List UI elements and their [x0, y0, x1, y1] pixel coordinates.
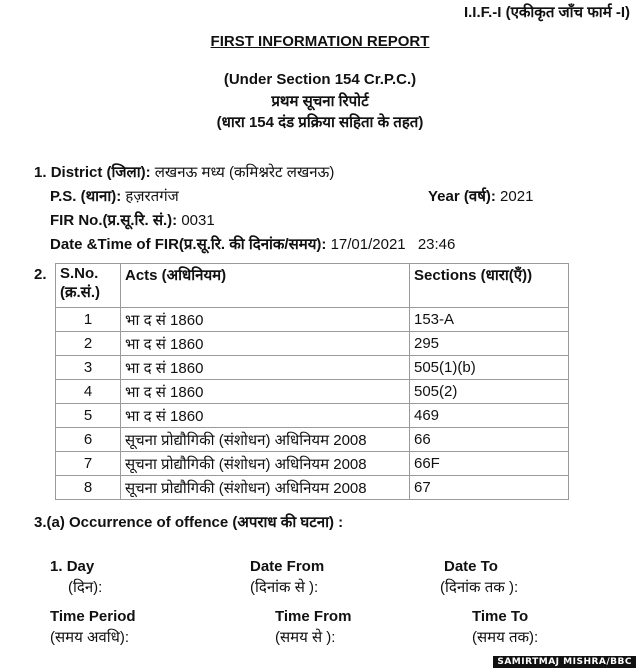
date-from-block [250, 558, 324, 597]
acts-table [55, 263, 569, 500]
row-act: भा द सं 1860 [121, 332, 410, 356]
day-number: 1. [50, 558, 63, 575]
table-row [56, 428, 569, 452]
row-section: 66F [410, 452, 569, 476]
row-sno: 4 [56, 380, 121, 404]
sno-header-en: S.No. [60, 265, 99, 282]
section3-title: Occurrence of offence [69, 514, 229, 531]
table-row [56, 452, 569, 476]
report-title [0, 33, 640, 50]
ps-row [50, 186, 179, 206]
sno-header [56, 264, 121, 308]
ps-label: P.S. (थाना): [50, 188, 122, 205]
row-section: 66 [410, 428, 569, 452]
fir-row [50, 210, 215, 230]
district-value: लखनऊ मध्य (कमिश्नरेट लखनऊ) [154, 164, 335, 181]
day-hi: (दिन): [68, 579, 103, 596]
section3-title-hi: (अपराध की घटना) : [232, 514, 344, 531]
row-act: भा द सं 1860 [121, 356, 410, 380]
row-sno: 5 [56, 404, 121, 428]
table-row [56, 308, 569, 332]
time-period-hi: (समय अवधि): [50, 629, 130, 646]
row-act: भा द सं 1860 [121, 404, 410, 428]
fir-value: 0031 [181, 212, 215, 229]
row-section: 505(1)(b) [410, 356, 569, 380]
row-act: भा द सं 1860 [121, 380, 410, 404]
date-to-block [440, 558, 518, 597]
row-act: सूचना प्रोद्यौगिकी (संशोधन) अधिनियम 2008 [121, 452, 410, 476]
date-to-hi: (दिनांक तक ): [440, 579, 519, 596]
datetime-row [50, 234, 455, 254]
time-period-block [50, 608, 136, 647]
time-to-block [472, 608, 538, 647]
row-act: सूचना प्रोद्यौगिकी (संशोधन) अधिनियम 2008 [121, 428, 410, 452]
row-sno: 8 [56, 476, 121, 500]
row-section: 67 [410, 476, 569, 500]
day-block [50, 558, 102, 597]
day-label: Day [66, 558, 95, 575]
row-section: 469 [410, 404, 569, 428]
datetime-label: Date &Time of FIR(प्र.सू.रि. की दिनांक/समय): [50, 236, 327, 253]
fir-label: FIR No.(प्र.सू.रि. सं.): [50, 212, 178, 229]
report-title-text: FIRST INFORMATION REPORT [210, 33, 430, 50]
row-section: 153-A [410, 308, 569, 332]
form-code: I.I.F.-I (एकीकृत जाँच फार्म -I) [463, 4, 630, 21]
subtitle-en: (Under Section 154 Cr.P.C.) [223, 71, 417, 88]
time-to-hi: (समय तक): [472, 629, 539, 646]
table-header-row [56, 264, 569, 308]
time-from-hi: (समय से ): [275, 629, 336, 646]
section1-number: 1. [34, 164, 47, 181]
sections-header: Sections (धारा(एँ)) [410, 264, 569, 308]
year-label: Year (वर्ष): [428, 188, 496, 205]
year-row [428, 186, 533, 206]
row-sno: 3 [56, 356, 121, 380]
row-sno: 6 [56, 428, 121, 452]
row-act: भा द सं 1860 [121, 308, 410, 332]
section2-number: 2. [34, 266, 47, 283]
district-row [34, 162, 334, 182]
date-from-label: Date From [250, 558, 325, 575]
time-from-label: Time From [275, 608, 352, 625]
time-value: 23:46 [417, 236, 456, 253]
district-label: District (जिला): [50, 164, 151, 181]
date-to-label: Date To [444, 558, 498, 575]
year-value: 2021 [500, 188, 534, 205]
table-row [56, 356, 569, 380]
subtitle-hi: प्रथम सूचना रिपोर्ट [271, 93, 369, 110]
time-from-block [275, 608, 351, 647]
time-period-label: Time Period [50, 608, 136, 625]
acts-header: Acts (अधिनियम) [121, 264, 410, 308]
photo-credit: SAMIRTMAJ MISHRA/BBC [493, 656, 636, 668]
row-sno: 1 [56, 308, 121, 332]
subtitle-hi-2: (धारा 154 दंड प्रक्रिया सहिता के तहत) [216, 114, 424, 131]
row-sno: 2 [56, 332, 121, 356]
section3-heading [34, 512, 343, 532]
date-value: 17/01/2021 [330, 236, 406, 253]
row-section: 505(2) [410, 380, 569, 404]
row-sno: 7 [56, 452, 121, 476]
table-row [56, 404, 569, 428]
sno-header-hi: (क्र.सं.) [60, 284, 100, 301]
row-section: 295 [410, 332, 569, 356]
table-row [56, 476, 569, 500]
table-row [56, 380, 569, 404]
date-from-hi: (दिनांक से ): [250, 579, 319, 596]
section3-number: 3.(a) [34, 514, 65, 531]
row-act: सूचना प्रोद्यौगिकी (संशोधन) अधिनियम 2008 [121, 476, 410, 500]
table-row [56, 332, 569, 356]
ps-value: हज़रतगंज [125, 188, 179, 205]
time-to-label: Time To [472, 608, 529, 625]
